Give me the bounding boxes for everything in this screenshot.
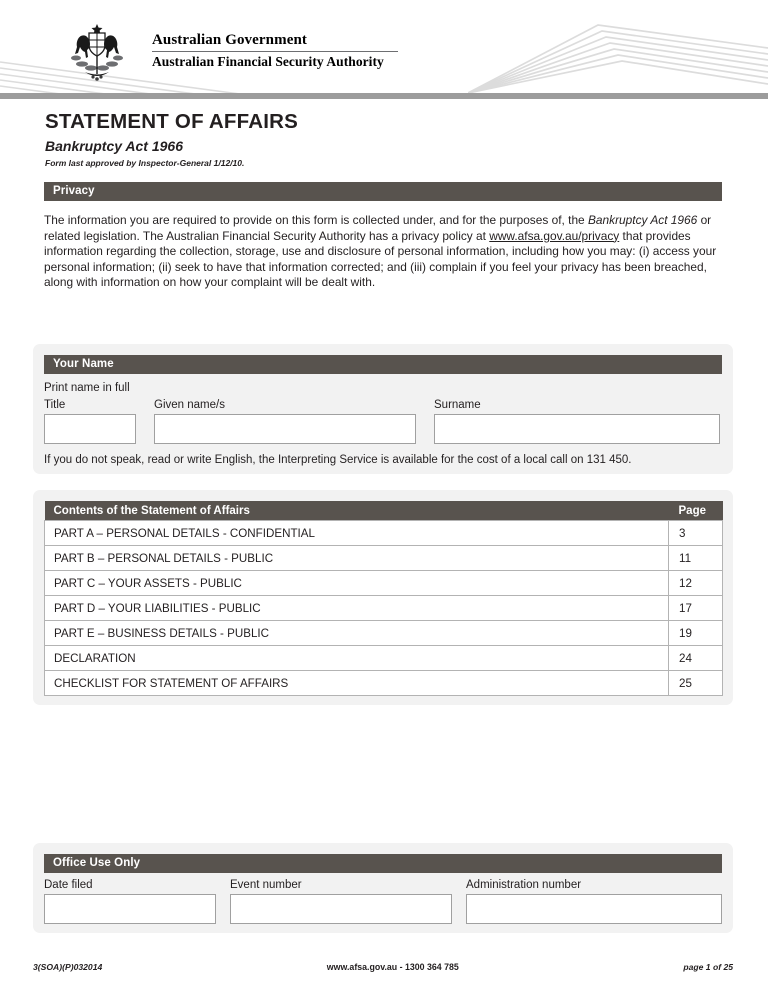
surname-input[interactable] [434, 414, 720, 444]
contents-row-page: 11 [669, 546, 723, 571]
contents-row-page: 25 [669, 671, 723, 696]
contents-row-page: 3 [669, 521, 723, 546]
administration-number-label: Administration number [466, 879, 582, 891]
table-row[interactable] [45, 521, 723, 546]
privacy-act-italic: Bankruptcy Act 1966 [587, 213, 698, 227]
header-decoration-right [468, 0, 768, 94]
contents-row-page: 12 [669, 571, 723, 596]
contents-table-header-row [45, 501, 723, 521]
contents-row-name: PART D – YOUR LIABILITIES - PUBLIC [45, 596, 669, 621]
your-name-heading: Your Name [44, 355, 722, 374]
surname-field-label: Surname [434, 399, 481, 411]
event-number-input[interactable] [230, 894, 452, 924]
footer-form-code: 3(SOA)(P)032014 [33, 962, 103, 972]
title-input[interactable] [44, 414, 136, 444]
australian-coat-of-arms-icon [64, 22, 130, 84]
footer-contact: www.afsa.gov.au - 1300 364 785 [326, 962, 459, 972]
contents-row-page: 17 [669, 596, 723, 621]
event-number-field-group [230, 879, 452, 924]
surname-field-group [434, 399, 720, 444]
administration-number-input[interactable] [466, 894, 722, 924]
masthead-rule [0, 93, 768, 99]
contents-row-page: 24 [669, 646, 723, 671]
title-field-group [44, 399, 136, 444]
contents-row-name: DECLARATION [45, 646, 669, 671]
title-field-label: Title [44, 399, 66, 411]
your-name-section [33, 344, 733, 474]
government-wordmark [152, 32, 398, 70]
privacy-policy-link[interactable]: www.afsa.gov.au/privacy [489, 228, 620, 243]
title-block [45, 110, 725, 168]
contents-table-body [45, 521, 723, 696]
office-use-only-section [33, 843, 733, 933]
contents-row-page: 19 [669, 621, 723, 646]
contents-header-label: Contents of the Statement of Affairs [45, 501, 669, 521]
privacy-text-1: The information you are required to provide on this form is collected under, and for the purposes of, the [44, 213, 588, 227]
page-title: STATEMENT OF AFFAIRS [45, 110, 299, 133]
date-filed-input[interactable] [44, 894, 216, 924]
interpreting-service-note: If you do not speak, read or write English, the Interpreting Service is available for the cost of a local call on 131 450. [44, 454, 632, 466]
print-name-instruction: Print name in full [44, 382, 130, 394]
table-row[interactable] [45, 596, 723, 621]
contents-section [33, 490, 733, 705]
act-subtitle: Bankruptcy Act 1966 [45, 138, 183, 154]
name-fields-row [44, 399, 722, 444]
given-names-input[interactable] [154, 414, 416, 444]
contents-row-name: PART E – BUSINESS DETAILS - PUBLIC [45, 621, 669, 646]
table-row[interactable] [45, 671, 723, 696]
given-names-field-label: Given name/s [154, 399, 225, 411]
approval-note: Form last approved by Inspector-General 1/12/10. [45, 158, 245, 168]
given-names-field-group [154, 399, 416, 444]
masthead [0, 0, 768, 94]
contents-header-page: Page [669, 501, 723, 521]
footer-page-indicator: page 1 of 25 [683, 962, 733, 972]
privacy-section-heading: Privacy [44, 182, 722, 201]
government-line: Australian Government [152, 32, 308, 48]
wordmark-divider [152, 51, 398, 52]
date-filed-field-group [44, 879, 216, 924]
contents-row-name: CHECKLIST FOR STATEMENT OF AFFAIRS [45, 671, 669, 696]
contents-row-name: PART C – YOUR ASSETS - PUBLIC [45, 571, 669, 596]
office-fields-row [44, 879, 722, 924]
contents-row-name: PART B – PERSONAL DETAILS - PUBLIC [45, 546, 669, 571]
table-row[interactable] [45, 546, 723, 571]
contents-table [44, 501, 723, 696]
table-row[interactable] [45, 621, 723, 646]
date-filed-label: Date filed [44, 879, 93, 891]
event-number-label: Event number [230, 879, 302, 891]
privacy-body [44, 213, 722, 291]
agency-line: Australian Financial Security Authority [152, 54, 384, 69]
privacy-text-2: or related legislation. The Australian Financial Security Authority has a privacy policy at [44, 213, 712, 243]
page-footer [33, 962, 733, 972]
table-row[interactable] [45, 646, 723, 671]
contents-row-name: PART A – PERSONAL DETAILS - CONFIDENTIAL [45, 521, 669, 546]
privacy-text-3: that provides information regarding the collection, storage, use and disclosure of personal information, including how you may: (i) access your personal information; (ii) seek to have that information corrected; and (iii) complain if you feel your privacy has been breached, along with information on how your complaint will be dealt with. [44, 228, 717, 290]
privacy-section [44, 182, 722, 291]
table-row[interactable] [45, 571, 723, 596]
administration-number-field-group [466, 879, 722, 924]
office-use-heading: Office Use Only [44, 854, 722, 873]
